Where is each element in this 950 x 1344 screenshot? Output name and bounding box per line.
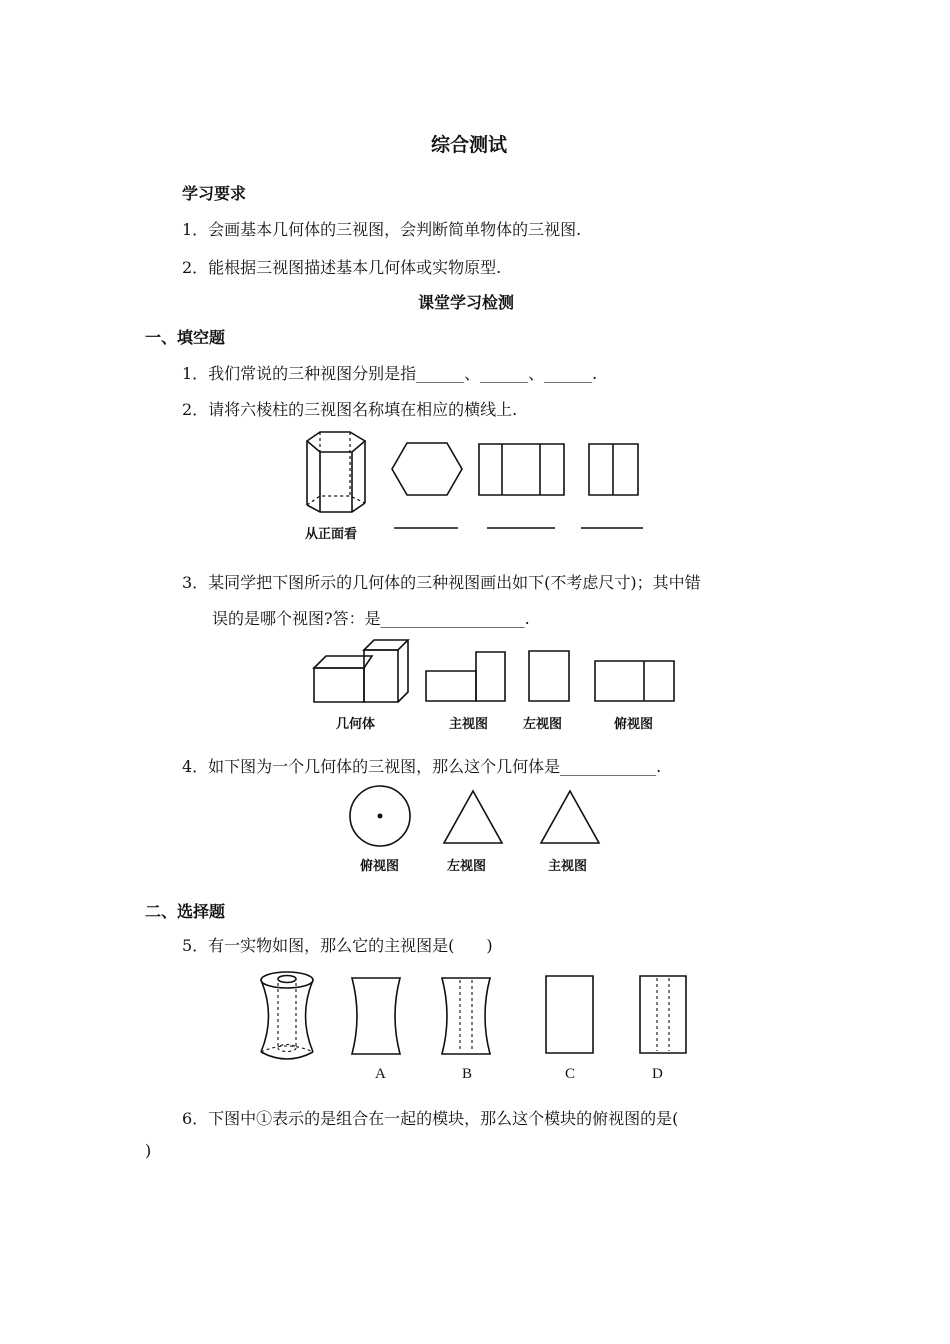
question-1: 1．我们常说的三种视图分别是指______、______、______.: [182, 364, 598, 383]
q5-option-d: D: [652, 1066, 663, 1082]
q4-caption-top: 俯视图: [360, 859, 400, 874]
question-4: 4．如下图为一个几何体的三视图，那么这个几何体是____________.: [182, 757, 662, 776]
question-2: 2．请将六棱柱的三视图名称填在相应的横线上.: [182, 400, 518, 419]
requirements-heading: 学习要求: [182, 184, 247, 203]
section-choice-heading: 二、选择题: [145, 902, 226, 921]
q3-caption-front: 主视图: [449, 717, 489, 732]
requirement-item-2: 2．能根据三视图描述基本几何体或实物原型.: [182, 258, 502, 277]
q5-option-b: B: [462, 1066, 473, 1082]
q4-caption-front: 主视图: [548, 859, 588, 874]
q5-option-c: C: [565, 1066, 576, 1082]
question-6-line-2: ): [145, 1141, 152, 1160]
q2-caption: 从正面看: [305, 527, 358, 542]
question-3-line-2: 误的是哪个视图?答：是__________________.: [212, 609, 530, 628]
q3-caption-solid: 几何体: [336, 717, 376, 732]
section-fill-in-heading: 一、填空题: [145, 328, 226, 347]
q3-caption-top: 俯视图: [614, 717, 654, 732]
test-heading: 课堂学习检测: [418, 293, 515, 312]
q5-option-a: A: [375, 1066, 386, 1082]
question-5: 5．有一实物如图，那么它的主视图是( ): [182, 936, 493, 955]
page-title: 综合测试: [431, 134, 508, 156]
q3-caption-left: 左视图: [523, 717, 563, 732]
question-3-line-1: 3．某同学把下图所示的几何体的三种视图画出如下(不考虑尺寸)；其中错: [182, 573, 701, 592]
requirement-item-1: 1．会画基本几何体的三视图，会判断简单物体的三视图.: [182, 220, 582, 239]
question-6-line-1: 6．下图中①表示的是组合在一起的模块，那么这个模块的俯视图的是(: [182, 1109, 679, 1128]
q4-caption-left: 左视图: [447, 859, 487, 874]
